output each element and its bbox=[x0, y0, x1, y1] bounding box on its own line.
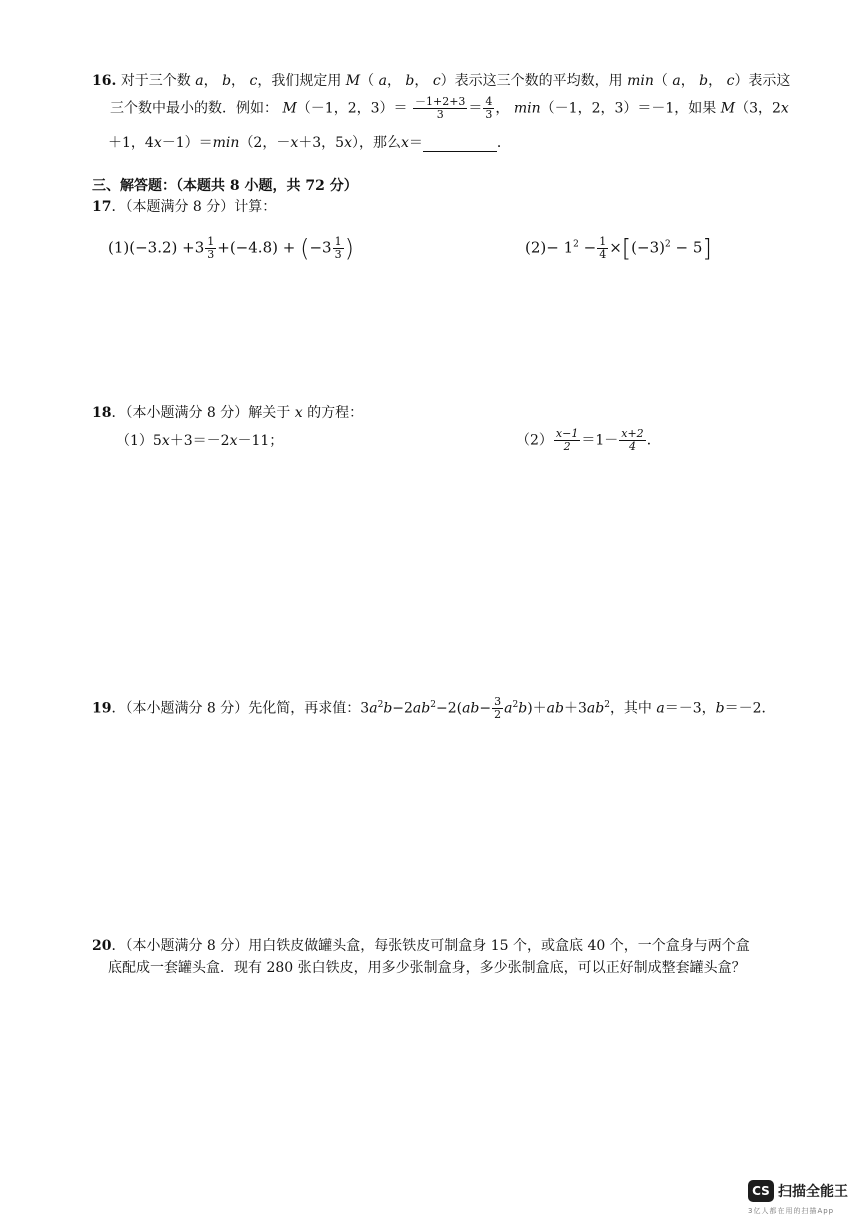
fraction: $\frac{x-1}{2}$ bbox=[555, 427, 579, 453]
answer-blank[interactable] bbox=[423, 137, 497, 152]
section-title: 三、解答题： bbox=[92, 178, 176, 194]
question-16-line1: 16. 对于三个数 a， b， c，我们规定用 M（ a， b， c）表示这三个数的平均数，用 min（ a， b， c）表示这 bbox=[92, 73, 791, 89]
question-20-line2: 底配成一套罐头盒．现有 280 张白铁皮，用多少张制盒身，多少张制盒底，可以正好制成整套罐头盒？ bbox=[108, 960, 746, 976]
question-18-part2: （2） $\frac{x-1}{2}$ ＝1－ $\frac{x+2}{4}$ ． bbox=[516, 427, 661, 453]
question-20-line1: 20．（本小题满分 8 分）用白铁皮做罐头盒，每张铁皮可制盒身 15 个，或盒底 40 个，一个盒身与两个盒 bbox=[92, 938, 750, 954]
fraction: $\frac{1}{4}$ bbox=[599, 235, 607, 261]
section-info: （本题共 8 小题，共 72 分） bbox=[176, 178, 358, 194]
camscanner-name: 扫描全能王 bbox=[778, 1184, 848, 1200]
question-number: 17 bbox=[92, 199, 112, 215]
question-number: 19 bbox=[92, 700, 112, 717]
fraction: $\frac{1}{3}$ bbox=[207, 235, 215, 261]
question-17-part2: $(2)- 1^2$ − $\frac{1}{4}$ $\times[(-3)^2 - 5]$ bbox=[525, 234, 712, 263]
question-17-header: 17．（本题满分 8 分）计算： bbox=[92, 199, 277, 215]
question-number: 20 bbox=[92, 938, 112, 954]
question-18-header: 18．（本小题满分 8 分）解关于 x 的方程： bbox=[92, 405, 364, 421]
question-17-part1: (1)(−3.2) +3 $\frac{1}{3}$ +(−4.8) + (−3 $\frac{1}{3}$ ) bbox=[108, 234, 354, 263]
section-header bbox=[92, 177, 358, 195]
question-18-part1: （1）5x＋3＝－2x－11； bbox=[116, 433, 284, 449]
fraction: $\frac{x+2}{4}$ bbox=[621, 427, 644, 453]
fraction: $\frac{4}{3}$ bbox=[485, 95, 493, 121]
fraction: $\frac{-1+2+3}{3}$ bbox=[414, 95, 466, 121]
question-19: 19．（本小题满分 8 分）先化简，再求值：$3a^2b-2ab^2-2(ab-$ $\frac{3}{2}$ $a^2b)+ab+3ab^2$，其中 a＝－3，b＝－2． bbox=[92, 695, 776, 721]
fraction: $\frac{3}{2}$ bbox=[494, 695, 502, 721]
camscanner-tagline: 3亿人都在用的扫描App bbox=[748, 1207, 835, 1215]
question-number: 16. bbox=[92, 73, 117, 89]
fraction: $\frac{1}{3}$ bbox=[334, 235, 342, 261]
question-number: 18 bbox=[92, 405, 112, 421]
camscanner-logo: CS bbox=[748, 1180, 774, 1202]
question-16-line2: 三个数中最小的数．例如： M（－1，2，3）＝ $\frac{-1+2+3}{3}$ ＝ $\frac{4}{3}$ ， min（－1，2，3）＝－1，如果 M（3，2x bbox=[110, 95, 789, 121]
question-16-line3: ＋1，4x－1）＝min（2，－x＋3，5x），那么x＝ ． bbox=[108, 135, 511, 151]
